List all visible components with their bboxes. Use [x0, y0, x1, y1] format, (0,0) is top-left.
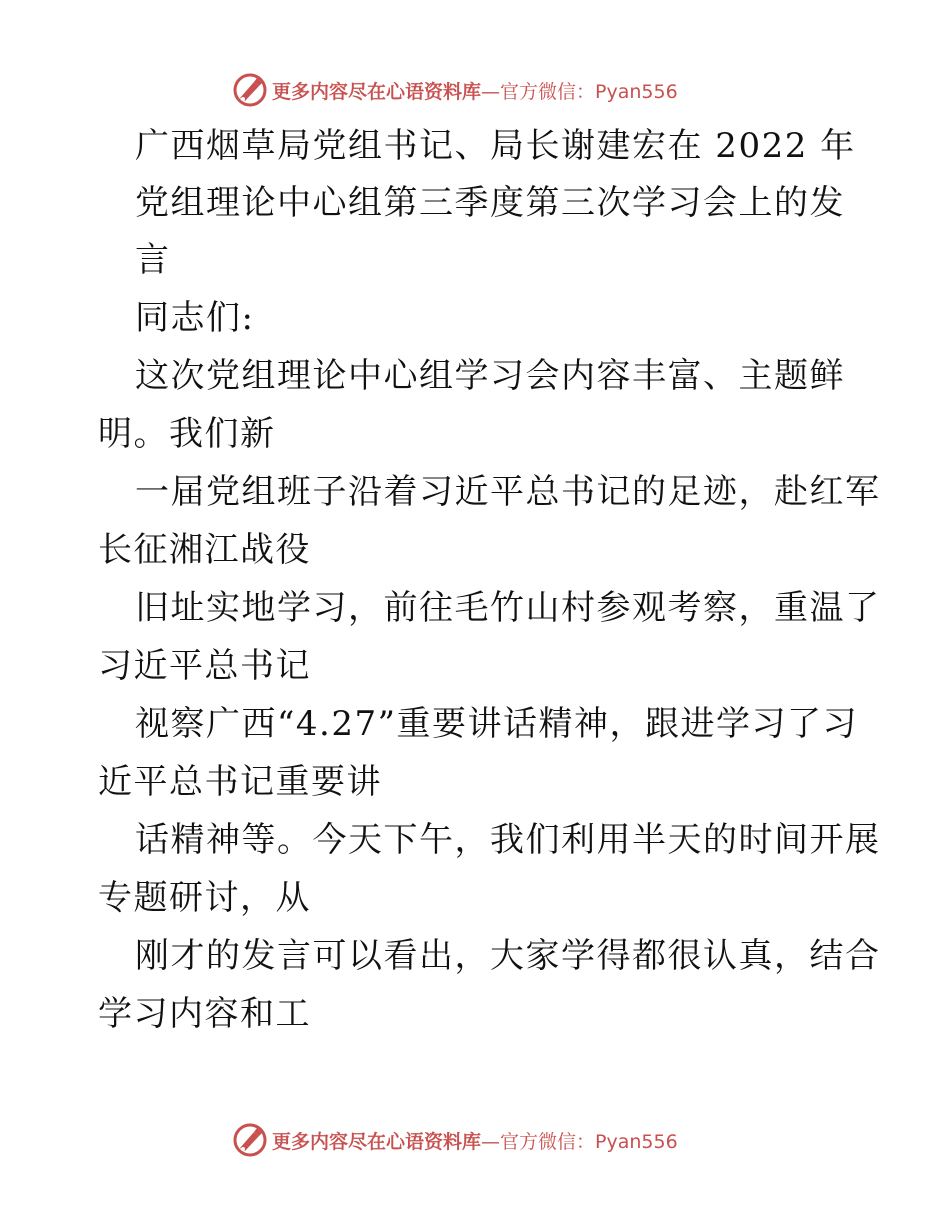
title-line-1: 广西烟草局党组书记、局长谢建宏在 2022 年 — [135, 126, 856, 166]
salutation: 同志们: — [135, 298, 255, 338]
banner-text-main: 更多内容尽在心语资料库 — [272, 80, 482, 103]
paragraph-line: 话精神等。今天下午，我们利用半天的时间开展 — [135, 820, 881, 860]
paragraph-line: 习近平总书记 — [98, 646, 311, 686]
banner-text-wechat: —官方微信：Pyan556 — [481, 1130, 678, 1153]
paragraph-line: 明。我们新 — [98, 414, 276, 454]
paragraph-line: 专题研讨，从 — [98, 878, 311, 918]
paragraph-line: 长征湘江战役 — [98, 530, 311, 570]
footer-watermark-banner — [232, 1120, 678, 1160]
paragraph-line: 视察广西“4.27”重要讲话精神，跟进学习了习 — [135, 704, 858, 744]
title-line-3: 言 — [135, 240, 171, 280]
banner-text-wechat: —官方微信：Pyan556 — [481, 80, 678, 103]
paragraph-line: 旧址实地学习，前往毛竹山村参观考察，重温了 — [135, 588, 881, 628]
pen-logo-icon — [232, 72, 268, 108]
paragraph-line: 这次党组理论中心组学习会内容丰富、主题鲜 — [135, 356, 845, 396]
header-watermark-banner — [232, 70, 678, 110]
paragraph-line: 学习内容和工 — [98, 994, 311, 1034]
title-line-2: 党组理论中心组第三季度第三次学习会上的发 — [135, 183, 845, 223]
pen-logo-icon — [232, 1122, 268, 1158]
paragraph-line: 刚才的发言可以看出，大家学得都很认真，结合 — [135, 936, 881, 976]
banner-text-main: 更多内容尽在心语资料库 — [272, 1130, 482, 1153]
paragraph-line: 一届党组班子沿着习近平总书记的足迹，赴红军 — [135, 472, 881, 512]
paragraph-line: 近平总书记重要讲 — [98, 762, 382, 802]
